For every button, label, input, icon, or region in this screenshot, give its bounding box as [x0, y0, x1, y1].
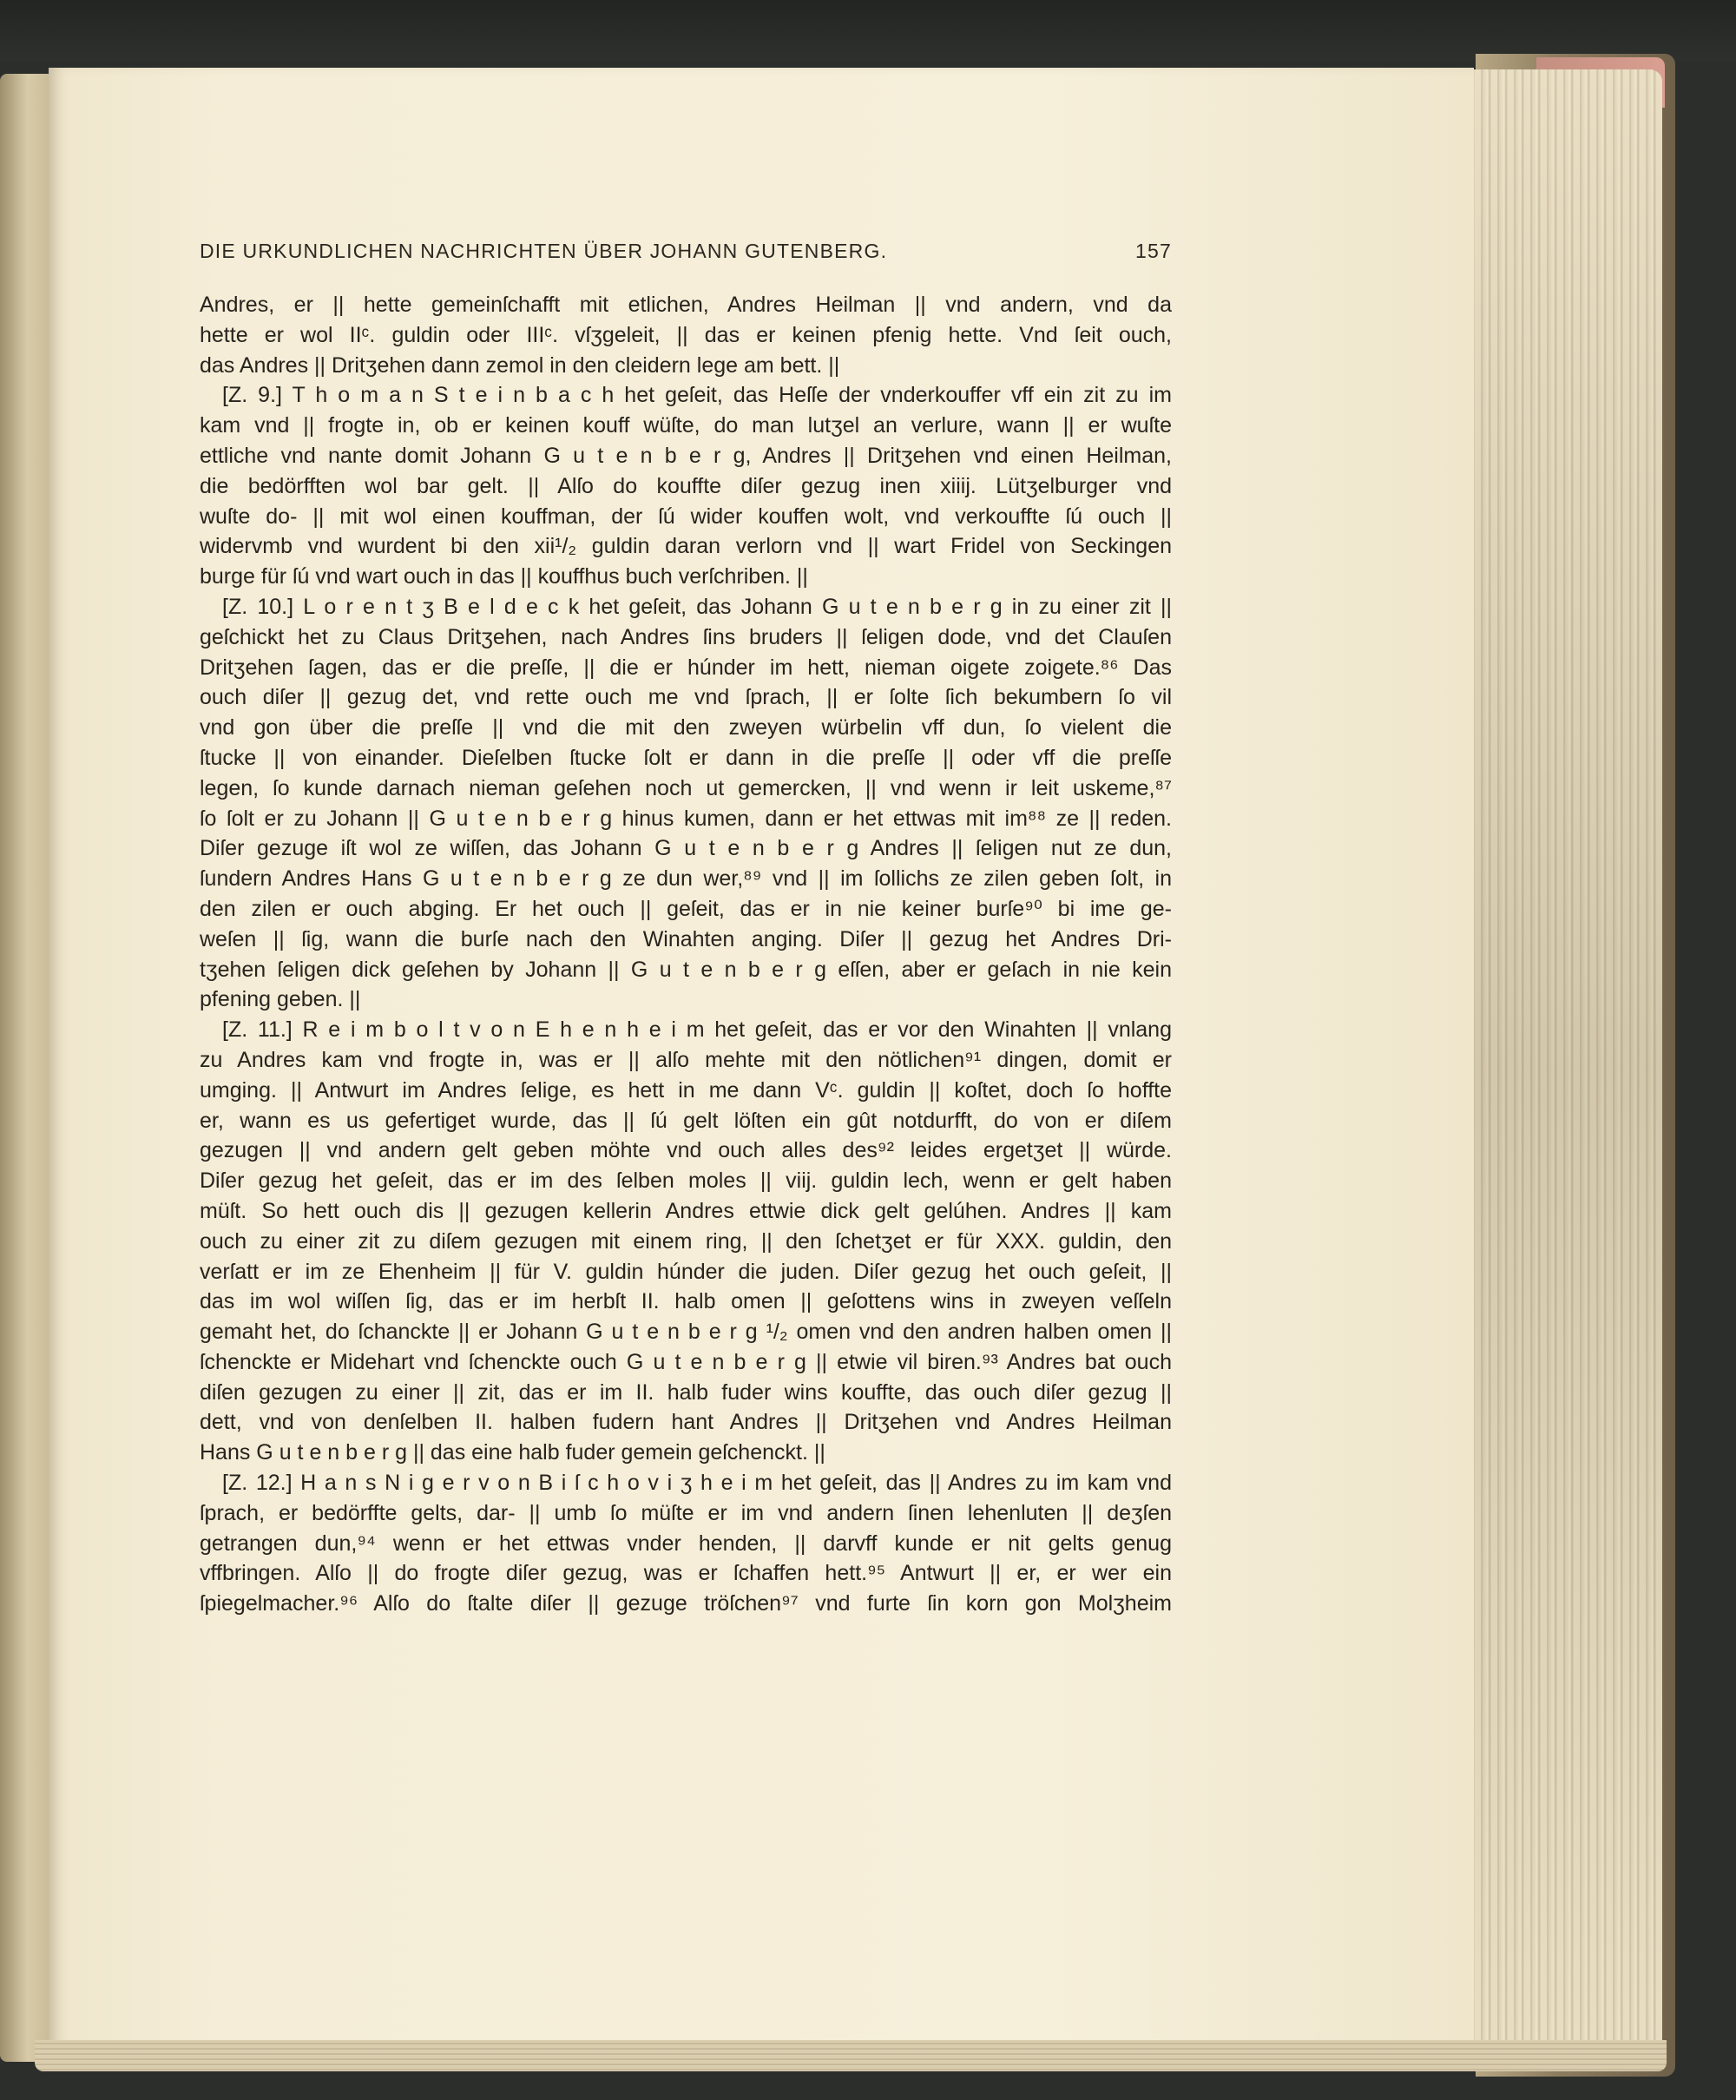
running-header — [200, 240, 1172, 269]
text-line: pfening geben. || — [200, 987, 361, 1012]
text-line: ſchenckte er Midehart vnd ſchenckte ouch G u t e n b e r g || etwie vil biren.⁹³ Andres bat ouch — [200, 1349, 1172, 1374]
text-line: zu Andres kam vnd frogte in, was er || alſo mehte mit den nötlichen⁹¹ dingen, domit er — [200, 1047, 1172, 1072]
text-line: tʒehen ſeligen dick geſehen by Johann || G u t e n b e r g eſſen, aber er geſach in nie kein — [200, 957, 1172, 982]
text-line: vffbringen. Alſo || do frogte diſer gezug, was er ſchaffen hett.⁹⁵ Antwurt || er, er wer ein — [200, 1561, 1172, 1586]
running-title: DIE URKUNDLICHEN NACHRICHTEN ÜBER JOHANN GUTENBERG. — [200, 240, 888, 262]
text-line: widervmb vnd wurdent bi den xii¹/₂ guldin daran verlorn vnd || wart Fridel von Seckingen — [200, 534, 1172, 559]
text-line: diſen gezugen zu einer || zit, das er im II. halb fuder wins kouffte, das ouch diſer gezug || — [200, 1379, 1172, 1405]
text-line: wuſte do- || mit wol einen kouffman, der ſú wider kouffen wolt, vnd verkouffte ſú ouch || — [200, 504, 1172, 529]
text-line: geſchickt het zu Claus Dritʒehen, nach Andres ſins bruders || ſeligen dode, vnd det Clauſen — [200, 624, 1172, 649]
text-line: Diſer gezuge iſt wol ze wiſſen, das Johann G u t e n b e r g Andres || ſeligen nut ze dun, — [200, 836, 1172, 861]
text-line: vnd gon über die preſſe || vnd die mit den zweyen würbelin vff dun, ſo vielent die — [200, 715, 1172, 741]
text-line: ſundern Andres Hans G u t e n b e r g ze dun wer,⁸⁹ vnd || im ſollichs ze zilen geben ſolt, in — [200, 866, 1172, 892]
background-top — [0, 0, 1736, 61]
text-line: ſtucke || von einander. Dieſelben ſtucke ſolt er dann in die preſſe || oder vff die preſſe — [200, 745, 1172, 770]
text-line: kam vnd || frogte in, ob er keinen kouff wüſte, do man lutʒel an verlure, wann || er wuſte — [200, 413, 1172, 438]
text-line: ouch zu einer zit zu diſem gezugen mit einem ring, || den ſchetʒet er für XXX. guldin, den — [200, 1228, 1172, 1254]
text-line: ouch diſer || gezug det, vnd rette ouch me vnd ſprach, || er ſolte ſich bekumbern ſo vil — [200, 685, 1172, 710]
text-line: die bedörfften wol bar gelt. || Alſo do kouffte diſer gezug inen xiiij. Lütʒelburger vnd — [200, 473, 1172, 498]
text-line: das im wol wiſſen ſig, das er im herbſt II. halb omen || geſottens wins in zweyen veſſeln — [200, 1289, 1172, 1314]
text-line: er, wann es us gefertiget wurde, das || ſú gelt löſten ein gût notdurfft, do von er diſem — [200, 1108, 1172, 1133]
text-line: Hans G u t e n b e r g || das eine halb fuder gemein geſchenckt. || — [200, 1440, 825, 1465]
text-line: Dritʒehen ſagen, das er die preſſe, || die er húnder im hett, nieman oigete zoigete.⁸⁶ Das — [200, 655, 1172, 680]
text-line: dett, vnd von denſelben II. halben fudern hant Andres || Dritʒehen vnd Andres Heilman — [200, 1410, 1172, 1435]
text-line: Diſer gezug het geſeit, das er im des ſelben moles || viij. guldin lech, wenn er gelt haben — [200, 1168, 1172, 1194]
text-line: müſt. So hett ouch dis || gezugen kellerin Andres ettwie dick gelt gelúhen. Andres || kam — [200, 1198, 1172, 1223]
page-bottom-edge — [35, 2040, 1667, 2071]
text-line: ettliche vnd nante domit Johann G u t e n b e r g, Andres || Dritʒehen vnd einen Heilman, — [200, 443, 1172, 468]
text-line: ſo ſolt er zu Johann || G u t e n b e r g hinus kumen, dann er het ettwas mit im⁸⁸ ze || reden. — [200, 806, 1172, 831]
text-line: [Z. 12.] H a n s N i g e r v o n B i ſ c h o v i ʒ h e i m het geſeit, das || Andres zu im kam vnd — [222, 1471, 1172, 1496]
text-line: [Z. 11.] R e i m b o l t v o n E h e n h e i m het geſeit, das er vor den Winahten || vnlang — [222, 1017, 1172, 1043]
text-line: gemaht het, do ſchanckte || er Johann G u t e n b e r g ¹/₂ omen vnd den andren halben omen || — [200, 1320, 1172, 1345]
text-line: ſpiegelmacher.⁹⁶ Alſo do ſtalte diſer || gezuge tröſchen⁹⁷ vnd furte ſin korn gon Molʒheim — [200, 1591, 1172, 1616]
page-stack-shade — [1458, 69, 1662, 2066]
text-line: das Andres || Dritʒehen dann zemol in den cleidern lege am bett. || — [200, 352, 840, 378]
text-line: gezugen || vnd andern gelt geben möhte vnd ouch alles des⁹² leides ergetʒet || würde. — [200, 1138, 1172, 1163]
text-line: getrangen dun,⁹⁴ wenn er het ettwas vnder henden, || darvff kunde er nit gelts genug — [200, 1531, 1172, 1556]
text-line: Andres, er || hette gemeinſchafft mit etlichen, Andres Heilman || vnd andern, vnd da — [200, 293, 1172, 317]
text-line: legen, ſo kunde darnach nieman geſehen noch ut gemercken, || vnd wenn ir leit uskeme,⁸⁷ — [200, 775, 1172, 800]
text-line: verſatt er im ze Ehenheim || für V. guldin húnder die juden. Diſer gezug het ouch geſeit, || — [200, 1259, 1172, 1284]
text-line: weſen || ſig, wann die burſe nach den Winahten anging. Diſer || gezug het Andres Dri- — [200, 926, 1172, 951]
text-line: hette er wol IIᶜ. guldin oder IIIᶜ. vſʒgeleit, || das er keinen pfenig hette. Vnd ſeit ouch, — [200, 322, 1172, 347]
text-line: [Z. 10.] L o r e n t ʒ B e l d e c k het geſeit, das Johann G u t e n b e r g in zu einer zit || — [222, 594, 1172, 619]
text-line: umging. || Antwurt im Andres ſelige, es hett in me dann Vᶜ. guldin || koſtet, doch ſo hoffte — [200, 1077, 1172, 1103]
text-line: den zilen er ouch abging. Er het ouch || geſeit, das er in nie keiner burſe⁹⁰ bi ime ge- — [200, 896, 1172, 921]
text-line: burge für ſú vnd wart ouch in das || kouffhus buch verſchriben. || — [200, 564, 808, 589]
page-number: 157 — [1135, 240, 1172, 262]
text-line: [Z. 9.] T h o m a n S t e i n b a c h het geſeit, das Heſſe der vnderkouffer vff ein zit zu im — [222, 383, 1172, 408]
text-line: ſprach, er bedörffte gelts, dar- || umb ſo müſte er im vnd andern ſinen lehenluten || deʒſen — [200, 1500, 1172, 1525]
previous-page-edge — [0, 74, 50, 2062]
body-text — [200, 290, 1172, 1619]
